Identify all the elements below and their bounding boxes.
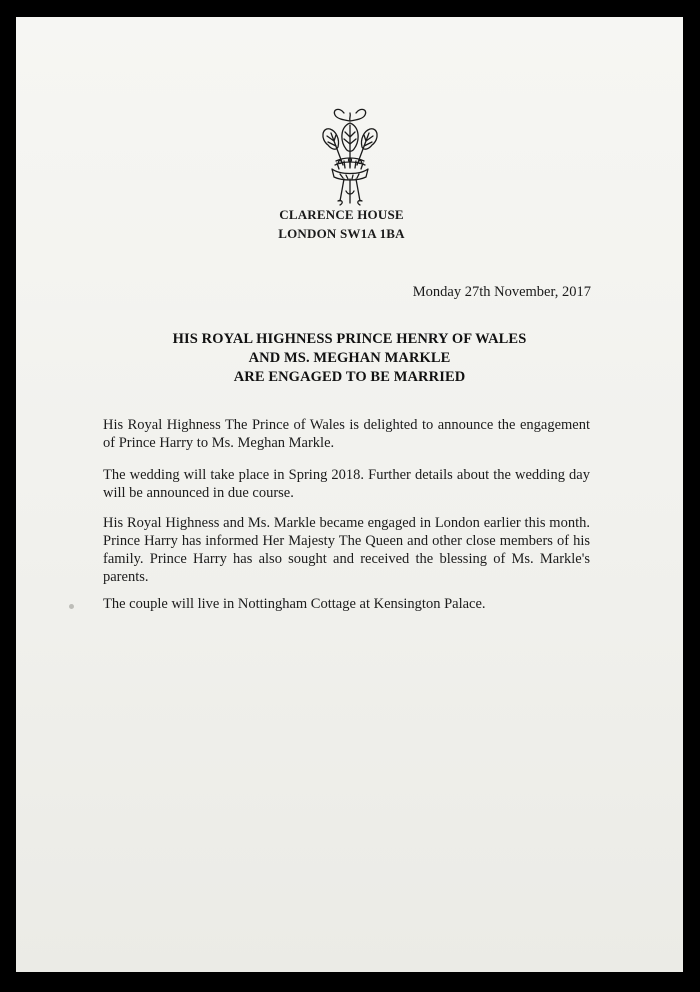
headline-line-3: ARE ENGAGED TO BE MARRIED (233, 369, 466, 385)
letter-date: Monday 27th November, 2017 (412, 284, 591, 300)
prince-of-wales-feathers-icon (318, 105, 382, 213)
letterhead-line-1: CLARENCE HOUSE (279, 207, 404, 222)
headline-line-1: HIS ROYAL HIGHNESS PRINCE HENRY OF WALES (172, 331, 527, 347)
headline-line-2: AND MS. MEGHAN MARKLE (248, 350, 451, 366)
paragraph-engagement-details: His Royal Highness and Ms. Markle became engaged in London earlier this month. Prince Harry has informed Her Majesty The Queen and other close members of his family. Prince Harry has also sought and received the blessing of Ms. Markle's parents. (103, 515, 590, 585)
letterhead-line-2: LONDON SW1A 1BA (278, 226, 405, 241)
paper-speck (69, 604, 74, 609)
paragraph-announcement: His Royal Highness The Prince of Wales is delighted to announce the engagement of Prince Harry to Ms. Meghan Markle. (103, 417, 590, 451)
letter-page (16, 17, 683, 972)
paragraph-residence: The couple will live in Nottingham Cottage at Kensington Palace. (103, 596, 486, 612)
paragraph-wedding-date: The wedding will take place in Spring 2018. Further details about the wedding day will be announced in due course. (103, 467, 590, 501)
